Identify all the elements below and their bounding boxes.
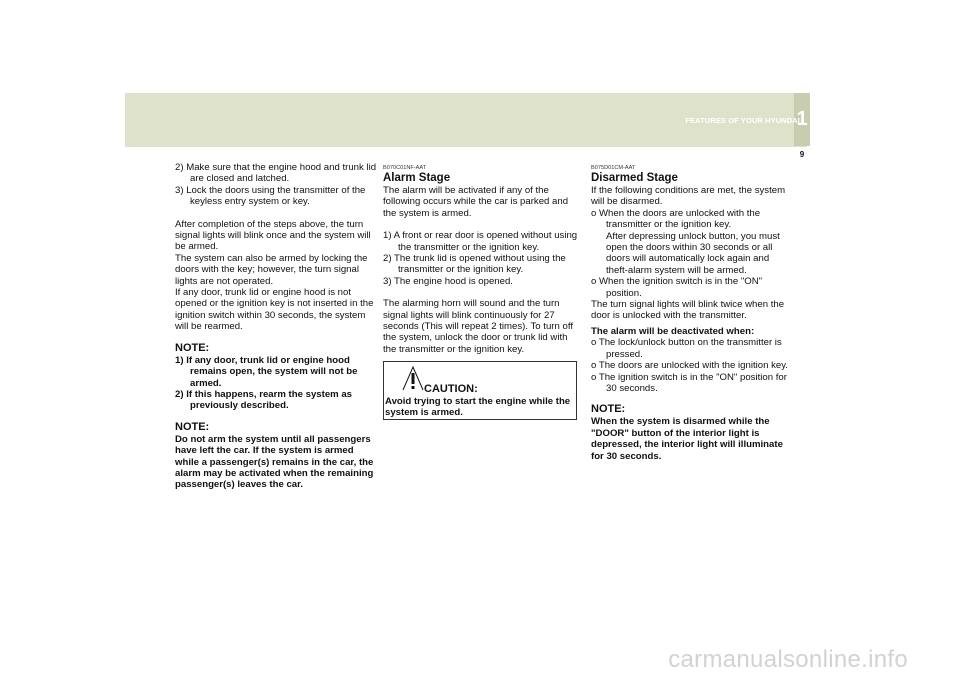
right-column: [591, 165, 788, 462]
note-item-2: 2) If this happens, rearm the system as previously described.: [175, 388, 353, 412]
left-column: [175, 162, 379, 491]
section-title: Disarmed Stage: [591, 172, 678, 184]
note-text: When the system is disarmed while the "DOOR" button of the interior light is depressed, the interior light will illuminate for 30 seconds.: [591, 416, 783, 462]
paragraph: The turn signal lights will blink twice when the door is unlocked with the transmitter.: [591, 299, 785, 322]
deactivation-heading: The alarm will be deactivated when:: [591, 325, 755, 337]
section-title: Alarm Stage: [383, 172, 451, 184]
list-item: 1) A front or rear door is opened without using the transmitter or the ignition key.: [383, 230, 578, 253]
list-item: 3) The engine hood is opened.: [383, 275, 513, 287]
caution-label: CAUTION:: [424, 383, 478, 395]
watermark: carmanualsonline.info: [668, 646, 908, 673]
note-text: Do not arm the system until all passengers have left the car. If the system is armed while a passenger(s) remains in the car, the alarm may be activated when the remaining passenger(s) leaves the car.: [175, 433, 374, 491]
deactivation-item: o The ignition switch is in the "ON" position for 30 seconds.: [591, 371, 787, 394]
warning-icon: [401, 365, 425, 391]
paragraph: If any door, trunk lid or engine hood is not opened or the ignition key is not inserted in the ignition switch within 30 seconds, the system will be rearmed.: [175, 287, 374, 333]
section-code: B070C01NF-AAT: [383, 165, 427, 171]
chapter-number: 1: [796, 108, 808, 130]
note-item-1: 1) If any door, trunk lid or engine hood remains open, the system will not be armed.: [175, 354, 358, 389]
step-3: 3) Lock the doors using the transmitter of the keyless entry system or key.: [175, 184, 366, 208]
paragraph: If the following conditions are met, the system will be disarmed.: [591, 185, 786, 208]
condition-item: o When the ignition switch is in the "ON" position.: [591, 276, 763, 299]
chapter-title: FEATURES OF YOUR HYUNDAI: [685, 116, 800, 125]
paragraph: After completion of the steps above, the turn signal lights will blink once and the system will be armed.: [175, 218, 371, 253]
caution-text: Avoid trying to start the engine while the system is armed.: [385, 396, 571, 419]
list-item: 2) The trunk lid is opened without using the transmitter or the ignition key.: [383, 253, 566, 276]
paragraph: The system can also be armed by locking the doors with the key; however, the turn signal lights are not operated.: [175, 252, 368, 287]
paragraph: The alarm will be activated if any of the following occurs while the car is parked and the system is armed.: [383, 185, 569, 219]
caution-box: [383, 361, 577, 420]
step-2: 2) Make sure that the engine hood and trunk lid are closed and latched.: [175, 162, 377, 185]
condition-subtext: After depressing unlock button, you must open the doors within 30 seconds or all doors will automatically lock again and theft-alarm system will be armed.: [606, 230, 780, 276]
middle-column: [383, 165, 579, 355]
deactivation-item: o The lock/unlock button on the transmitter is pressed.: [591, 337, 782, 360]
condition-item: o When the doors are unlocked with the transmitter or the ignition key.: [591, 207, 761, 231]
paragraph: The alarming horn will sound and the turn signal lights will blink continuously for 27 seconds (This will repeat 2 times). To turn off the system, unlock the door or trunk lid with the transmitter or the ignition key.: [383, 298, 574, 355]
note-heading: NOTE:: [175, 341, 210, 354]
deactivation-item: o The doors are unlocked with the ignition key.: [591, 360, 788, 372]
section-code: B075D01CM-AAT: [591, 165, 636, 171]
page-number: 9: [799, 150, 805, 159]
note-heading: NOTE:: [591, 403, 626, 416]
note-heading: NOTE:: [175, 420, 210, 433]
